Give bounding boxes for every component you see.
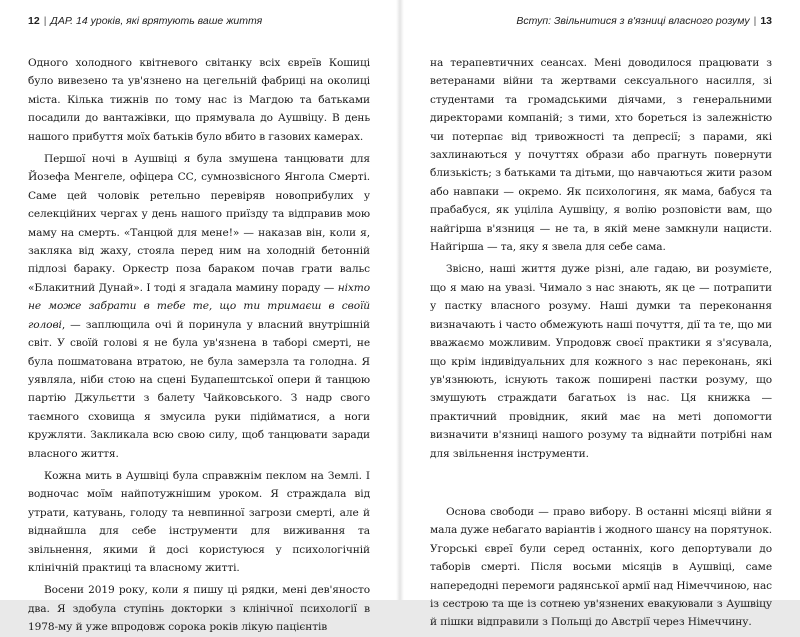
left-page-number: 12 <box>28 15 40 27</box>
right-page-number: 13 <box>760 15 772 27</box>
paragraph: Одного холодного квітневого світанку всіх євреїв Кошиці було вивезено та ув'язнено на цегельній фабриці на околиці міста. Кілька тижнів по тому нас із Магдою та батьками посадили до вантажівки, що прямувала до Аушвіцу. В день нашого прибуття моїх батьків було вбито в газових камерах. <box>28 57 370 143</box>
paragraph: на терапевтичних сеансах. Мені доводилося працювати з ветеранами війни та жертвами сексуального насилля, зі студентами та громадськими діячами, з генеральними директорами компаній; з тими, хто бореться із залежністю чи потерпає від тривожності та депресії; з парами, які захлинаються у почуттях образи або прагнуть повернути близькість; з батьками та дітьми, що навчаються жити разом або навпаки — окремо. Як психологиня, як мама, бабуся та прабабуся, як уціліла Аушвіцу, я волію розповісти вам, що найгірша в'язниця — не та, в якій мене замкнули нацисти. Найгірша — та, яку я звела для себе сама. <box>430 57 772 254</box>
left-running-head <box>28 14 370 28</box>
left-page <box>0 0 400 634</box>
right-body-text <box>430 54 772 632</box>
paragraph <box>28 150 370 463</box>
emphasis-quote: ніхто не може забрати в тебе те, що ти тримаєш в своїй голові <box>28 281 370 331</box>
left-body-text <box>28 54 370 637</box>
section-break <box>430 467 772 503</box>
right-running-title: Вступ: Звільнитися з в'язниці власного розуму <box>516 15 750 27</box>
paragraph-text: , — заплющила очі й поринула у власний внутрішній світ. У своїй голові я не була ув'язнена в таборі смерті, не була пошматована втратою, не була замерзла та голодна. Я уявляла, ніби стою на сцені Будапештської опери й танцюю партію Джульєтти з балету Чайковського. З надр свого таємного сховища я змусила руки підійматися, а ноги кружляти. Закликала всю свою силу, щоб танцювати заради власного життя. <box>28 318 370 460</box>
book-gutter <box>396 0 404 600</box>
paragraph: Звісно, наші життя дуже різні, але гадаю, ви розумієте, що я маю на увазі. Чимало з нас знають, як це — потрапити у пастку власного розуму. Наші думки та переконання визначають і часто обмежують наші почуття, дії та те, що ми вважаємо можливим. Упродовж своєї практики я з'ясувала, що крім індивідуальних для кожного з нас переконань, які ув'язнюють, існують також поширені пастки розуму, що змушують страждати багатьох із нас. Ця книжка — практичний провідник, який має на меті допомогти визначити в'язниці нашого розуму та віднайти потрібні нам для звільнення інструменти. <box>430 263 772 460</box>
paragraph-text: Першої ночі в Аушвіці я була змушена танцювати для Йозефа Менгеле, офіцера СС, сумнозвісного Янгола Смерті. Саме цей чоловік ретельно перевіряв новоприбулих у селекційних чергах у день нашого приїзду та відправив мою маму на смерть. «Танцюй для мене!» — наказав він, коли я, закляка від жаху, стояла перед ним на холодній бетонній підлозі бараку. Оркестр поза бараком почав грати вальс «Блакитний Дунай». І тоді я згадала мамину пораду — <box>28 153 370 294</box>
paragraph: Восени 2019 року, коли я пишу ці рядки, мені дев'яносто два. Я здобула ступінь докторки з клінічної психології в 1978-му й уже впродовж сорока років лікую пацієнтів <box>28 584 370 634</box>
running-head-separator: | <box>43 15 47 27</box>
running-head-separator: | <box>753 15 757 27</box>
paragraph: Основа свободи — право вибору. В останні місяці війни я мала дуже небагато варіантів і жодного шансу на порятунок. Угорські євреї були серед останніх, кого депортували до таборів смерті. Після восьми місяців в Аушвіці, саме напередодні перемоги радянської армії над Німеччиною, нас із сестрою та ще із сотнею ув'язнених евакуювали з Аушвіцу й пішки відправили з Польщі до Австрії через Німеччину. <box>430 505 772 629</box>
paragraph: Кожна мить в Аушвіці була справжнім пеклом на Землі. І водночас моїм найпотужнішим уроком. Я страждала від утрати, катувань, голоду та невпинної загрози смерті, але й віднайшла для себе інструменти для виживання та звільнення, якими й досі користуюся у психологічній клінічній практиці та власному житті. <box>28 469 370 574</box>
left-running-title: ДАР. 14 уроків, які врятують ваше життя <box>50 15 263 27</box>
right-running-head <box>430 14 772 28</box>
right-page <box>400 0 800 629</box>
